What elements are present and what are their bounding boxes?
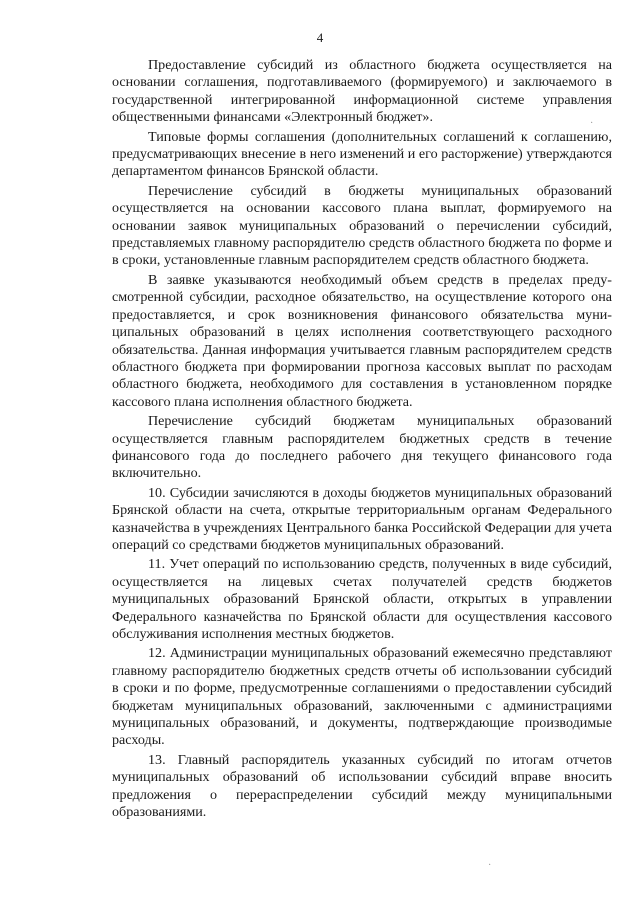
paragraph-standard-forms: Типовые формы соглашения (дополнительных соглашений к соглашению, предусматривающих внесение в него изменений и его расторжение) утверждаются департаментом финансов Брянской области. xyxy=(112,128,612,180)
paragraph-item-12: 12. Администрации муниципальных образований ежемесячно представляют главному распорядителю бюджетных средств отчеты об использовании субсидий в сроки и по форме, предусмотренные соглашениями о предоставлении субсидий бюджетам муниципальных образований, заключенными с администрациями муниципальных образований, и документы, подтверждающие производимые расходы. xyxy=(112,645,612,749)
scan-speck: · xyxy=(590,118,594,129)
document-body xyxy=(112,57,612,823)
paragraph-item-13: 13. Главный распорядитель указанных субсидий по итогам отчетов муниципальных образований об использовании субсидий вправе вносить предложения о перераспределении субсидий между муниципальными образованиями. xyxy=(112,751,612,821)
page-number: 4 xyxy=(316,30,324,45)
paragraph-application-contents: В заявке указываются необходимый объем средств в пределах предусмотренной субсидии, расходное обязательство, на осуществление которого она предоставляется, и срок возникновения финансового обязательства муниципальных образований в целях исполнения соответствующего расходного обязательства. Данная информация учитывается главным распорядителем средств областного бюджета при формировании прогноза кассовых выплат по расходам областного бюджета, необходимого для составления в установленном порядке кассового плана исполнения областного бюджета. xyxy=(112,271,612,410)
paragraph-item-10: 10. Субсидии зачисляются в доходы бюджетов муниципальных образований Брянской области на счета, открытые территориальным органам Федерального казначейства в учреждениях Центрального банка Российской Федерации для учета операций со средствами бюджетов муниципальных образований. xyxy=(112,484,612,553)
paragraph-item-11: 11. Учет операций по использованию средств, полученных в виде субсидий, осуществляется на лицевых счетах получателей средств бюджетов муниципальных образований Брянской области, открытых в управлении Федерального казначейства по Брянской области для осуществления кассового обслуживания исполнения местных бюджетов. xyxy=(112,556,612,642)
paragraph-transfer-basis: Перечисление субсидий в бюджеты муниципальных образований осуществляется на основании кассового плана выплат, формируемого на основании заявок муниципальных образований о перечислении субсидий, представляемых главному распорядителю средств областного бюджета по форме и в сроки, установленные главным распорядителем средств областного бюджета. xyxy=(112,182,612,269)
paragraph-subsidy-agreement: Предоставление субсидий из областного бюджета осуществляется на основании соглашения, подготавливаемого (формируемого) и заключаемого в государственной интегрированной информационной системе управления общественными финансами «Электронный бюджет». xyxy=(112,57,612,126)
paragraph-transfer-timing: Перечисление субсидий бюджетам муниципальных образований осуществляется главным распорядителем бюджетных средств в течение финансового года до последнего рабочего дня текущего финансового года включительно. xyxy=(112,413,612,482)
scan-speck: · xyxy=(488,860,492,871)
